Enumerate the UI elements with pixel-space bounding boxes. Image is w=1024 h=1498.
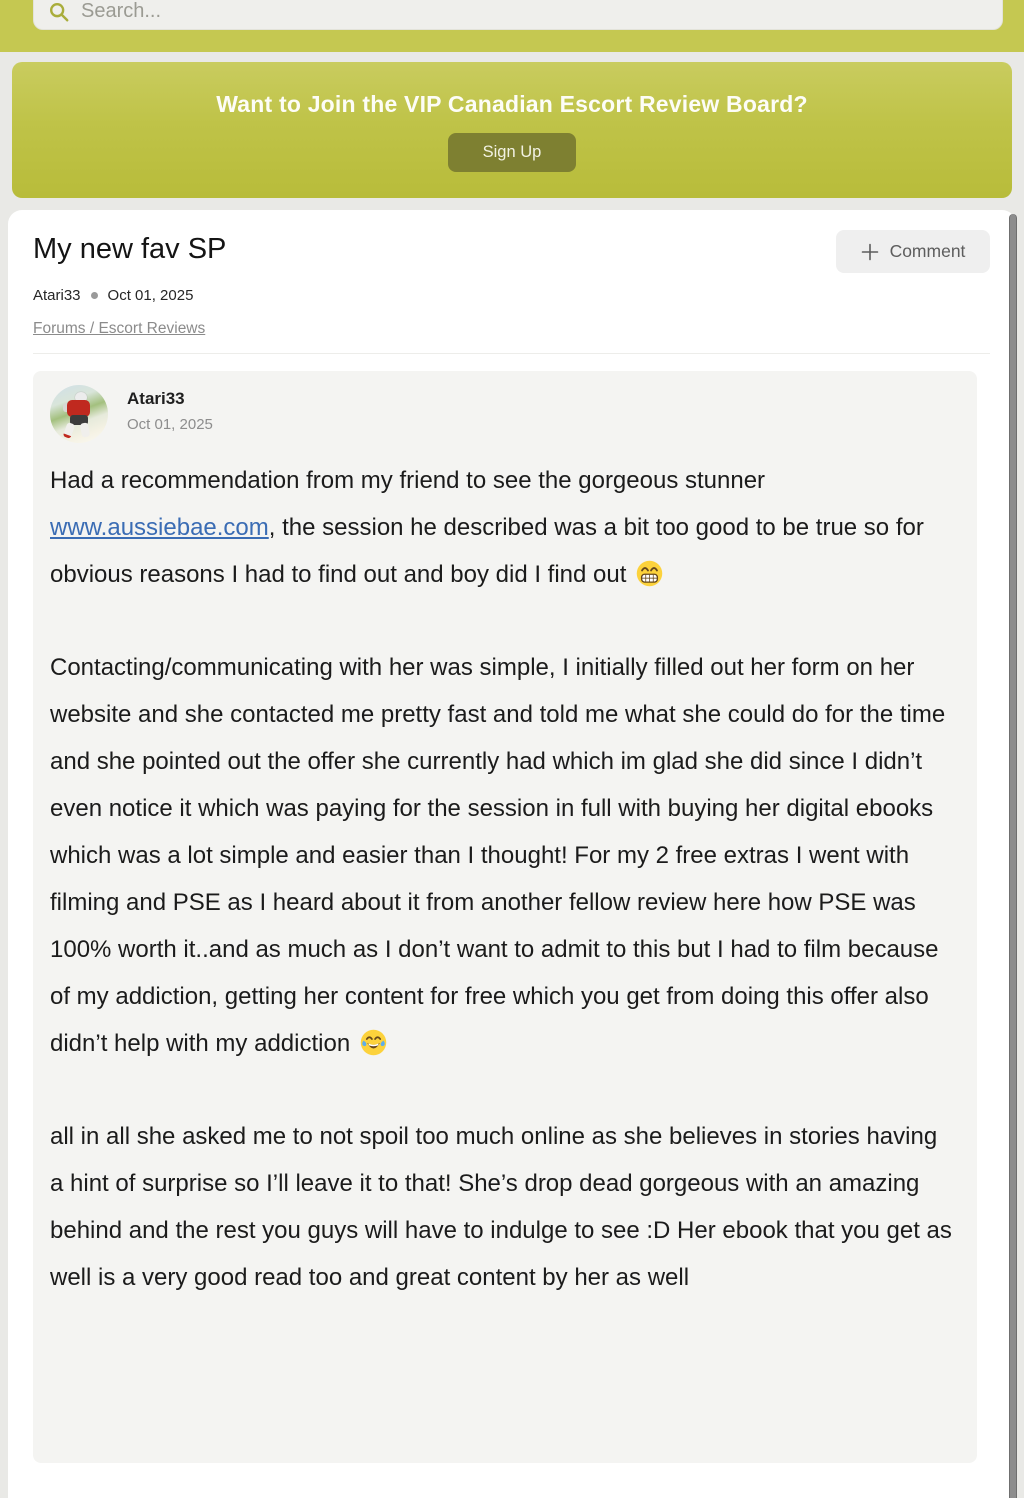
review-date: Oct 01, 2025 [127, 416, 213, 433]
sign-up-button[interactable]: Sign Up [448, 133, 576, 172]
post-meta [33, 287, 1016, 304]
banner-title: Want to Join the VIP Canadian Escort Review Board? [216, 91, 808, 117]
breadcrumb-link[interactable]: Forums / Escort Reviews [33, 320, 206, 337]
review-author-block [127, 385, 213, 443]
search-box[interactable] [33, 0, 1003, 30]
post-date: Oct 01, 2025 [107, 287, 194, 304]
search-input[interactable] [81, 0, 988, 24]
avatar-leg-shape [63, 422, 76, 439]
avatar-leg-shape [80, 422, 90, 437]
thread-card [8, 210, 1016, 1498]
review-paragraph: all in all she asked me to not spoil too much online as she believes in stories having a hint of surprise so I’ll leave it to that! She’s drop dead gorgeous with an amazing behind and the rest you guys will have to indulge to see :D Her ebook that you get as well is a very good read too and great content by her as well [50, 1123, 952, 1291]
review-header [50, 385, 957, 443]
title-row [33, 230, 1016, 273]
comment-button[interactable] [836, 230, 990, 273]
review-body [50, 457, 955, 1301]
vip-banner [12, 62, 1012, 198]
divider [33, 353, 990, 354]
comment-button-label: Comment [889, 241, 966, 261]
review-author: Atari33 [127, 389, 185, 408]
plus-icon [861, 243, 879, 261]
dot-separator-icon [91, 292, 98, 299]
top-bar [0, 0, 1024, 52]
search-icon [48, 1, 70, 23]
breadcrumb [33, 320, 1016, 338]
review-paragraph: Had a recommendation from my friend to see the gorgeous stunner www.aussiebae.com, the session he described was a bit too good to be true so for obvious reasons I had to find out and boy did I find out [50, 467, 924, 588]
scrollbar-thumb[interactable] [1009, 214, 1017, 1498]
review-card [33, 371, 977, 1463]
review-paragraph: Contacting/communicating with her was simple, I initially filled out her form on her website and she contacted me pretty fast and told me what she could do for the time and she pointed out the offer she currently had which im glad she did since I didn’t even notice it which was paying for the session in full with buying her digital ebooks which was a lot simple and easier than I thought! For my 2 free extras I went with filming and PSE as I heard about it from another fellow review here how PSE was 100% worth it..and as much as I don’t want to admit to this but I had to film because of my addiction, getting her content for free which you get from doing this offer also didn’t help with my addiction [50, 654, 946, 1057]
page-title: My new fav SP [33, 233, 227, 265]
post-author: Atari33 [33, 287, 81, 304]
avatar[interactable] [50, 385, 108, 443]
beaming-face-emoji-icon [636, 560, 663, 587]
aussiebae-link[interactable]: www.aussiebae.com [50, 514, 269, 541]
joy-face-emoji-icon [360, 1029, 387, 1056]
